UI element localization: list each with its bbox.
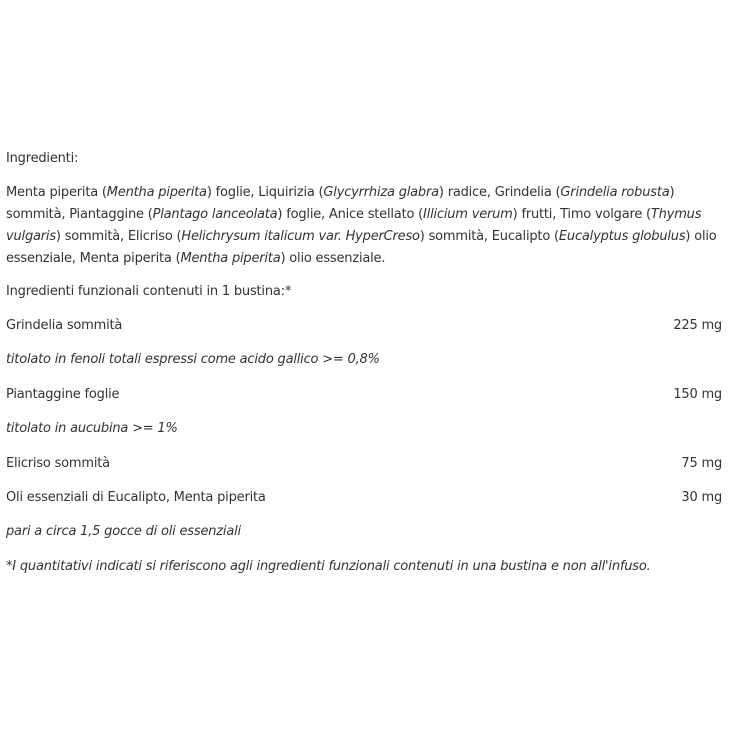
functional-ingredient-name: Piantaggine foglie <box>6 387 120 402</box>
ingredient-segment: ) radice, Grindelia ( <box>438 185 561 200</box>
functional-ingredient-name: Oli essenziali di Eucalipto, Menta piperita <box>6 490 266 505</box>
table-row <box>6 453 722 475</box>
functional-ingredient-name: Grindelia sommità <box>6 318 123 333</box>
ingredient-latin-name: Mentha piperita <box>106 185 207 200</box>
functional-ingredient-amount: 150 mg <box>673 387 722 402</box>
ingredients-title: Ingredienti: <box>6 151 79 166</box>
footnote: *I quantitativi indicati si riferiscono agli ingredienti funzionali contenuti in una bustina e non all'infuso. <box>6 559 651 574</box>
ingredient-latin-name: Plantago lanceolata <box>152 207 278 222</box>
table-row <box>6 315 722 337</box>
ingredient-segment: ) sommità, Eucalipto ( <box>419 229 559 244</box>
functional-ingredient-amount: 225 mg <box>673 318 722 333</box>
functional-ingredient-amount: 75 mg <box>681 456 722 471</box>
functional-ingredient-note: titolato in aucubina >= 1% <box>6 421 178 436</box>
ingredients-list <box>6 182 722 270</box>
ingredient-latin-name: Helichrysum italicum var. HyperCreso <box>181 229 420 244</box>
table-row <box>6 384 722 406</box>
ingredient-segment: ) sommità, Piantaggine ( <box>6 185 675 222</box>
ingredient-segment: ) olio essenziale, Menta piperita ( <box>6 229 717 266</box>
product-info <box>6 148 722 578</box>
ingredient-segment: ) foglie, Anice stellato ( <box>277 207 424 222</box>
ingredient-latin-name: Glycyrrhiza glabra <box>323 185 439 200</box>
ingredient-segment: ) olio essenziale. <box>280 251 386 266</box>
functional-ingredient-note: titolato in fenoli totali espressi come acido gallico >= 0,8% <box>6 352 380 367</box>
functional-ingredient-name: Elicriso sommità <box>6 456 110 471</box>
ingredient-latin-name: Illicium verum <box>423 207 513 222</box>
functional-ingredient-amount: 30 mg <box>681 490 722 505</box>
ingredient-segment: Menta piperita ( <box>6 185 107 200</box>
functional-ingredients-title: Ingredienti funzionali contenuti in 1 bustina:* <box>6 284 292 299</box>
ingredient-latin-name: Grindelia robusta <box>560 185 670 200</box>
functional-ingredient-note: pari a circa 1,5 gocce di oli essenziali <box>6 524 241 539</box>
ingredient-latin-name: Thymus vulgaris <box>6 207 702 244</box>
ingredient-latin-name: Eucalyptus globulus <box>558 229 686 244</box>
ingredient-segment: ) foglie, Liquirizia ( <box>206 185 324 200</box>
ingredient-latin-name: Mentha piperita <box>180 251 281 266</box>
ingredient-segment: ) sommità, Elicriso ( <box>55 229 182 244</box>
table-row <box>6 487 722 509</box>
ingredient-segment: ) frutti, Timo volgare ( <box>512 207 651 222</box>
